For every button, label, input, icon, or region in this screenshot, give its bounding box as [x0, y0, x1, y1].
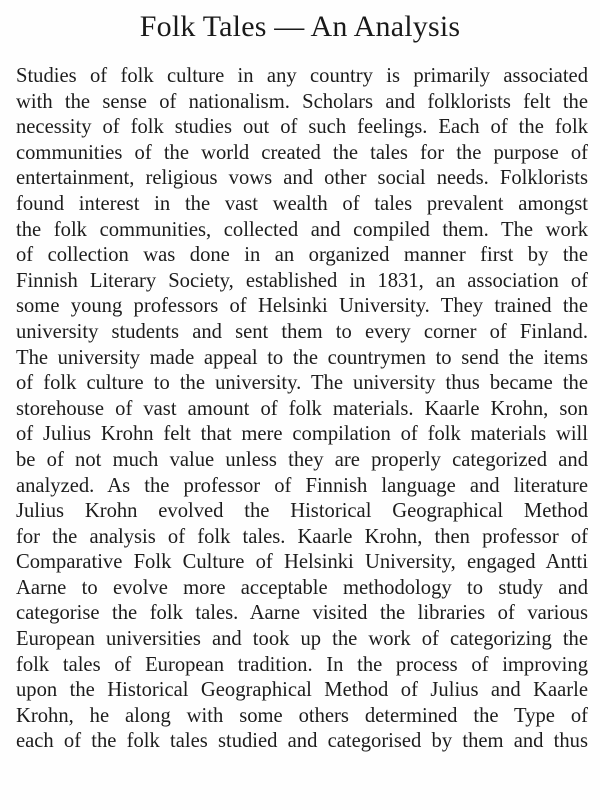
text-line: for the analysis of folk tales. Kaarle Krohn, then professor of [16, 525, 588, 548]
text-line: categorise the folk tales. Aarne visited the libraries of various [16, 602, 588, 625]
text-line: The university made appeal to the countrymen to send the items [16, 346, 588, 369]
text-line: Julius Krohn evolved the Historical Geographical Method [16, 500, 588, 523]
text-line: of folk culture to the university. The university thus became the [16, 372, 588, 395]
text-line: the folk communities, collected and compiled them. The work [16, 218, 588, 241]
text-line: Finnish Literary Society, established in 1831, an association of [16, 269, 588, 292]
text-line: of Julius Krohn felt that mere compilation of folk materials will [16, 423, 588, 446]
text-line: Aarne to evolve more acceptable methodology to study and [16, 576, 588, 599]
text-line: storehouse of vast amount of folk materials. Kaarle Krohn, son [16, 397, 588, 420]
text-line: analyzed. As the professor of Finnish language and literature [16, 474, 588, 497]
body-paragraph [16, 64, 588, 755]
text-line: some young professors of Helsinki University. They trained the [16, 295, 588, 318]
text-line: upon the Historical Geographical Method of Julius and Kaarle [16, 679, 588, 702]
text-line: European universities and took up the work of categorizing the [16, 628, 588, 651]
text-line: Comparative Folk Culture of Helsinki University, engaged Antti [16, 551, 588, 574]
text-line: university students and sent them to every corner of Finland. [16, 320, 588, 343]
text-line: of collection was done in an organized manner first by the [16, 244, 588, 267]
text-line: folk tales of European tradition. In the process of improving [16, 653, 588, 676]
page-title: Folk Tales — An Analysis [139, 10, 461, 43]
text-line: communities of the world created the tales for the purpose of [16, 141, 588, 164]
text-line: entertainment, religious vows and other social needs. Folklorists [16, 167, 588, 190]
text-line: with the sense of nationalism. Scholars and folklorists felt the [16, 90, 588, 113]
text-line: Studies of folk culture in any country is primarily associated [16, 65, 588, 87]
text-line: each of the folk tales studied and categorised by them and thus [16, 730, 588, 753]
text-line: necessity of folk studies out of such feelings. Each of the folk [16, 116, 588, 139]
text-line: found interest in the vast wealth of tales prevalent amongst [16, 192, 588, 215]
text-line: Krohn, he along with some others determined the Type of [16, 704, 588, 727]
text-line: be of not much value unless they are properly categorized and [16, 448, 588, 471]
